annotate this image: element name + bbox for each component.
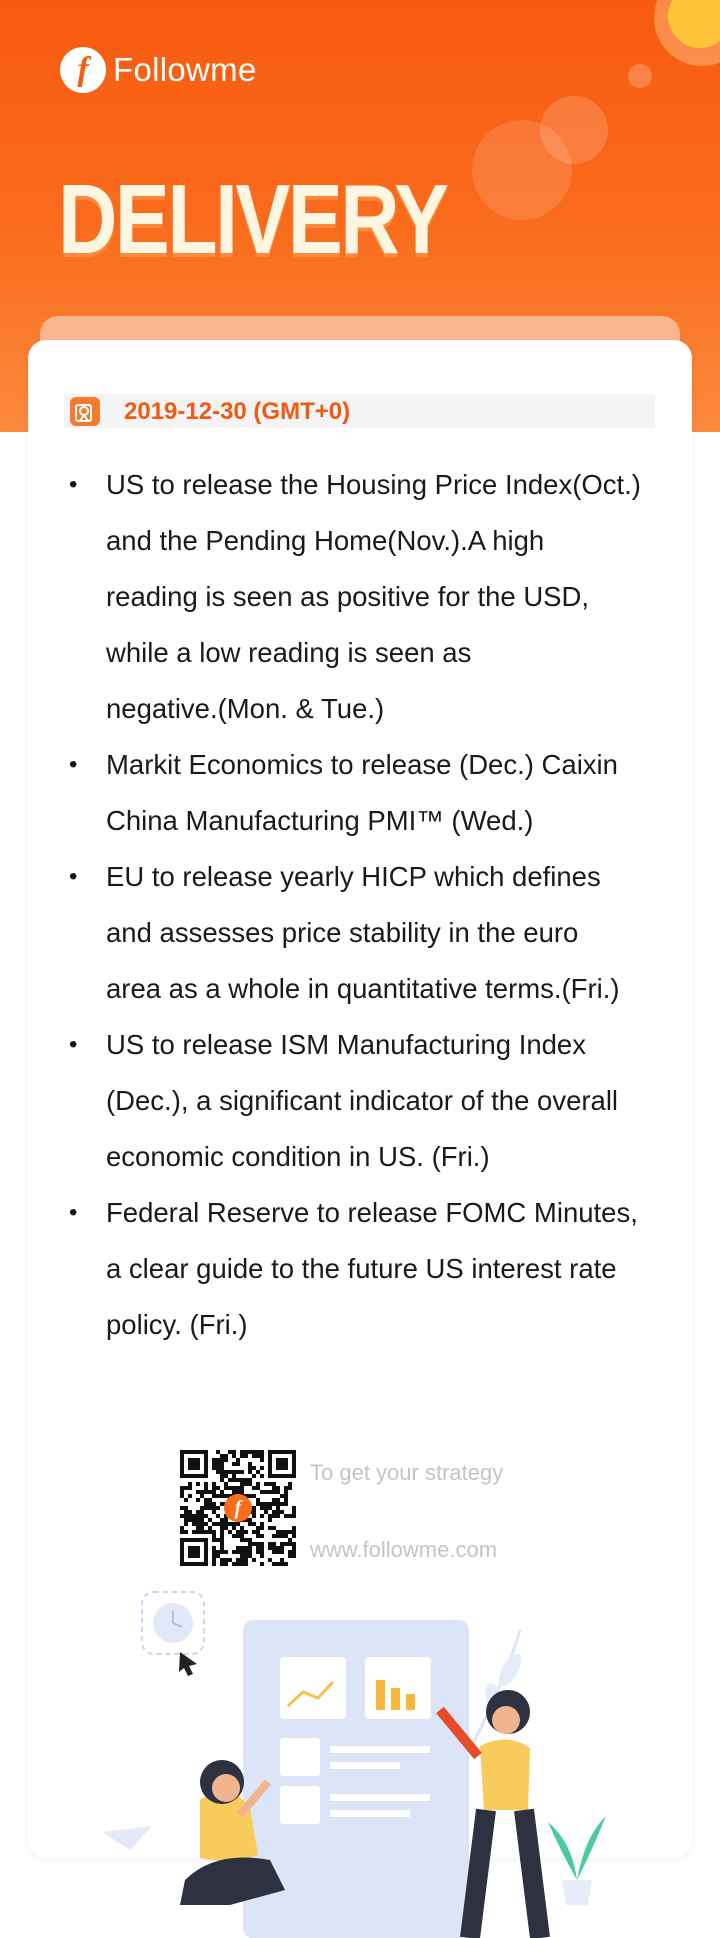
list-item-line: China Manufacturing PMI™ (Wed.)	[106, 805, 534, 836]
list-item-line: a clear guide to the future US interest rate	[106, 1253, 617, 1284]
list-item-line: Federal Reserve to release FOMC Minutes,	[106, 1197, 638, 1228]
clock-icon	[142, 1592, 204, 1654]
list-item-line: and assesses price stability in the euro	[106, 917, 579, 948]
list-item-line: EU to release yearly HICP which defines	[106, 861, 601, 892]
page-title: DELIVERY	[58, 164, 447, 274]
brand-logo[interactable]	[60, 47, 257, 93]
list-item-line: (Dec.), a significant indicator of the overall	[106, 1085, 619, 1116]
bullet-icon: •	[69, 471, 78, 498]
list-item-line: US to release ISM Manufacturing Index	[106, 1029, 586, 1060]
footer-illustration	[0, 1560, 720, 1938]
logo-mark-icon: f	[60, 47, 106, 93]
paper-plane-icon	[102, 1826, 152, 1850]
date-label: 2019-12-30 (GMT+0)	[124, 398, 351, 425]
list-item	[0, 849, 666, 1017]
list-item-line: Markit Economics to release (Dec.) Caixin	[106, 749, 618, 780]
cursor-icon	[179, 1652, 197, 1676]
bullet-icon: •	[69, 751, 78, 778]
bullet-icon: •	[69, 1031, 78, 1058]
list-item-line: negative.(Mon. & Tue.)	[106, 693, 385, 724]
calendar-icon	[70, 397, 100, 426]
list-item-line: policy. (Fri.)	[106, 1309, 248, 1340]
list-item	[0, 1017, 666, 1185]
news-list	[0, 457, 720, 1353]
list-item-line: US to release the Housing Price Index(Oct.)	[106, 469, 641, 500]
bullet-icon: •	[69, 863, 78, 890]
qr-logo-icon: f	[224, 1494, 252, 1522]
leaf-decor-icon	[470, 1630, 526, 1750]
brand-name: Followme	[113, 51, 257, 88]
list-item-line: and the Pending Home(Nov.).A high	[106, 525, 545, 556]
website-link[interactable]: www.followme.com	[310, 1537, 498, 1562]
list-item-line: economic condition in US. (Fri.)	[106, 1141, 490, 1172]
bullet-icon: •	[69, 1199, 78, 1226]
decor-bubble	[628, 64, 652, 88]
list-item-line: while a low reading is seen as	[106, 637, 472, 668]
strategy-text: To get your strategy	[310, 1460, 504, 1485]
plant-icon	[548, 1816, 606, 1905]
list-item-line: reading is seen as positive for the USD,	[106, 581, 590, 612]
decor-bubble	[540, 96, 608, 164]
list-item	[0, 457, 666, 737]
list-item-line: area as a whole in quantitative terms.(Fri.)	[106, 973, 620, 1004]
list-item	[0, 737, 666, 849]
list-item	[0, 1185, 666, 1353]
